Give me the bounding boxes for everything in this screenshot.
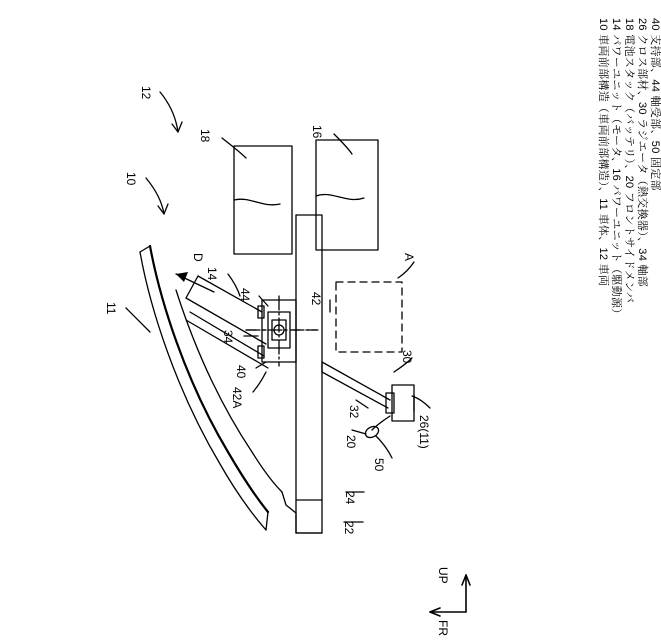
ref-22: 22 bbox=[342, 521, 356, 535]
legend-line-2: 14 パワーユニット（モータ、16 パワーユニット（駆動源） bbox=[610, 18, 622, 320]
ref-50: 50 bbox=[372, 458, 386, 472]
ref-42: 42 bbox=[309, 292, 323, 306]
ref-20: 20 bbox=[344, 435, 358, 449]
cross-member-26 bbox=[392, 385, 414, 421]
ref-10: 10 bbox=[124, 172, 138, 186]
strut-lower bbox=[186, 320, 268, 368]
vehicle-body-outline bbox=[150, 246, 268, 512]
ref-40: 40 bbox=[234, 365, 248, 379]
cross-member-flange bbox=[386, 393, 394, 413]
leader-50 bbox=[376, 436, 392, 458]
leader-10 bbox=[146, 178, 164, 214]
radiator-arm-32 bbox=[322, 362, 390, 400]
ref-18: 18 bbox=[198, 129, 212, 143]
axis-label-fr: FR bbox=[436, 620, 450, 636]
ref-44: 44 bbox=[238, 288, 252, 302]
legend-line-4: 26 クロス部材、30 ラジエータ（熱交換器）、34 軸部 bbox=[636, 18, 648, 288]
radiator-30 bbox=[336, 282, 402, 352]
ref-D: D bbox=[191, 253, 205, 262]
ref-12: 12 bbox=[139, 86, 153, 100]
power-unit-break-line bbox=[316, 194, 364, 199]
leader-12 bbox=[160, 92, 178, 132]
ref-16: 16 bbox=[310, 125, 324, 139]
leader-26 bbox=[412, 396, 430, 408]
body-inner-structure bbox=[176, 290, 282, 492]
leader-11 bbox=[126, 308, 150, 332]
ref-26-11: 26(11) bbox=[417, 415, 431, 449]
legend-line-3: 18 電池スタック（バッテリ）、20 フロントサイドメンバ bbox=[623, 18, 635, 304]
ref-30: 30 bbox=[400, 350, 414, 364]
leader-20 bbox=[352, 430, 366, 434]
motor-arm-upper bbox=[198, 276, 262, 312]
ref-24: 24 bbox=[343, 491, 357, 505]
radiator-arm-32-lower bbox=[322, 372, 388, 408]
ref-42A: 42A bbox=[230, 387, 244, 409]
leader-40 bbox=[256, 362, 266, 368]
ref-11: 11 bbox=[104, 302, 118, 315]
ref-34: 34 bbox=[221, 330, 235, 344]
arrow-D-head bbox=[176, 272, 188, 282]
leader-A bbox=[398, 262, 414, 278]
legend-line-5: 40 支持部、44 軸受部、50 固定部 bbox=[649, 18, 661, 191]
reference-legend bbox=[597, 18, 661, 320]
ref-A: A bbox=[402, 253, 416, 262]
leader-44 bbox=[259, 296, 268, 306]
ref-32: 32 bbox=[347, 405, 361, 419]
front-side-member bbox=[296, 215, 322, 533]
legend-line-1: 10 車両前部構造（車両前部構造）、11 車体、12 車両 bbox=[597, 18, 609, 287]
leader-16 bbox=[334, 134, 352, 154]
axis-label-up: UP bbox=[436, 567, 450, 584]
leader-42A bbox=[253, 372, 266, 392]
fixing-part-50-lead bbox=[372, 416, 390, 430]
battery-break-line bbox=[234, 199, 280, 205]
body-step bbox=[282, 492, 296, 533]
ref-14: 14 bbox=[205, 267, 219, 281]
